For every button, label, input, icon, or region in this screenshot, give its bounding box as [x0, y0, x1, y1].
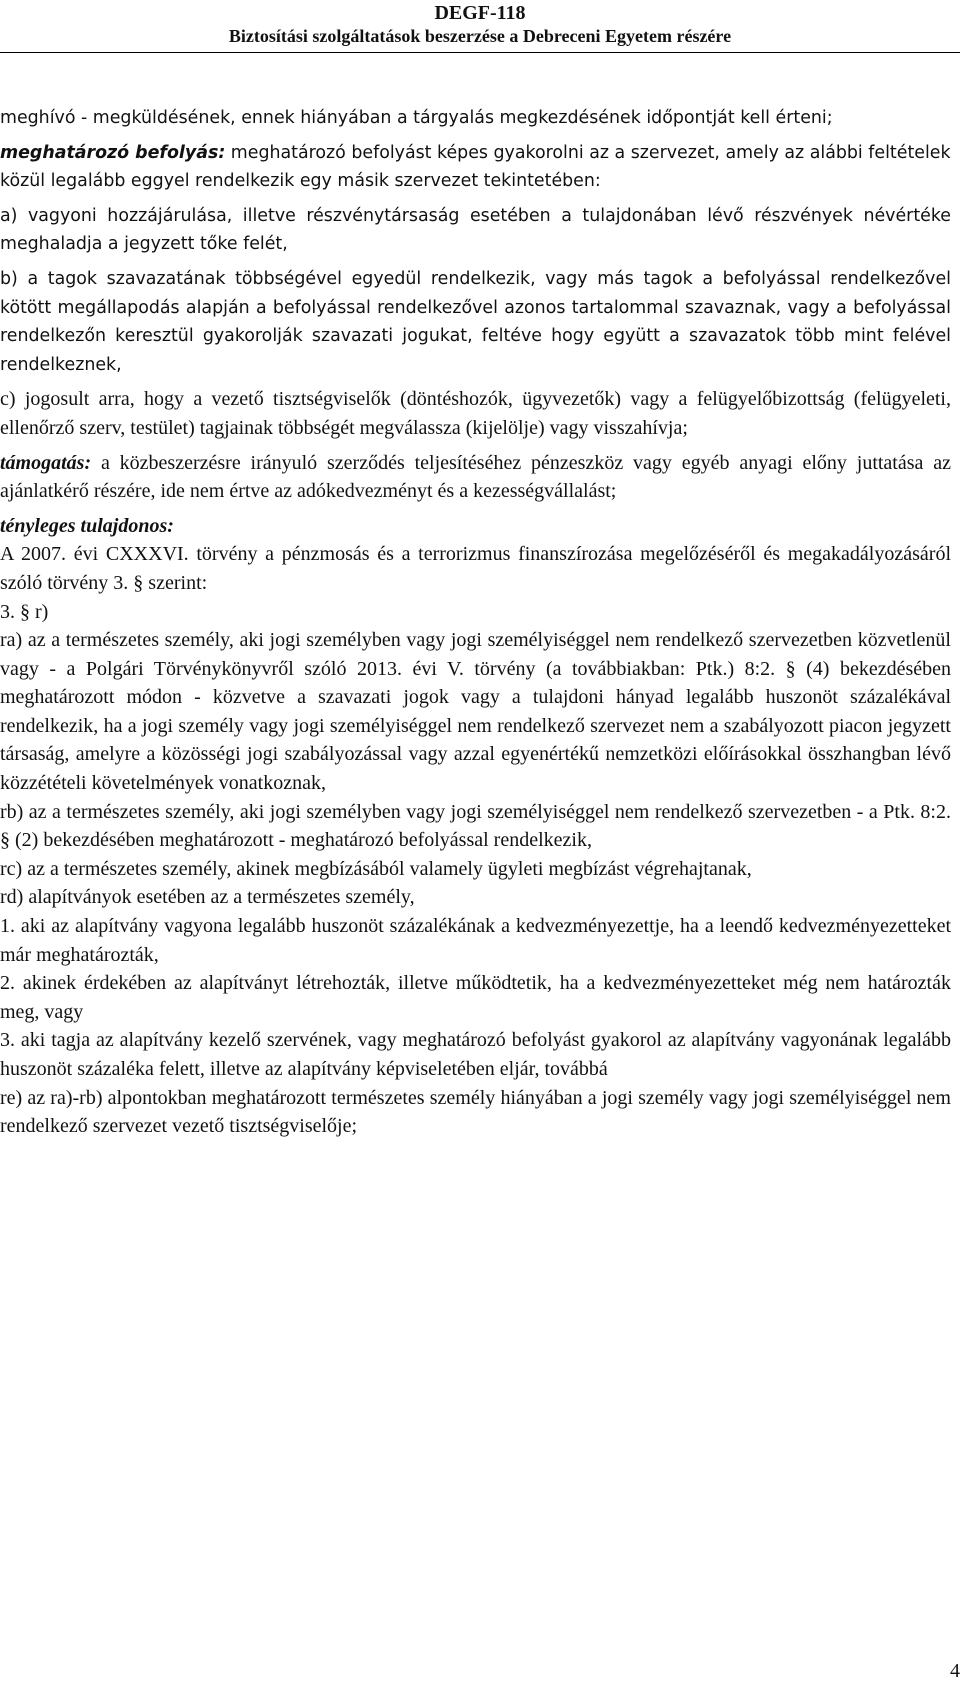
section-reference: 3. § r) — [0, 600, 49, 623]
list-item-a: a) vagyoni hozzájárulása, illetve részvénytársaság esetében a tulajdonában lévő részvények névértéke meghaladja a jegyzett tőke felét, — [0, 205, 951, 255]
point-rd: rd) alapítványok esetében az a természetes személy, — [0, 886, 415, 909]
list-item-b: b) a tagok szavazatának többségével egyedül rendelkezik, vagy más tagok a befolyással rendelkezővel kötött megállapodás alapján a befolyással rendelkezővel azonos tartalommal szavaznak, vagy a befolyással rendelkezőn keresztül gyakorolják szavazati jogukat, feltéve hogy együtt a szavazatok több mint felével rendelkeznek, — [0, 268, 951, 375]
point-rc: rc) az a természetes személy, akinek megbízásából valamely ügyleti megbízást végrehajtanak, — [0, 857, 752, 880]
list-item-c: c) jogosult arra, hogy a vezető tisztségviselők (döntéshozók, ügyvezetők) vagy a felügyelőbizottság (felügyeleti, ellenőrző szerv, testület) tagjainak többségét megválassza (kijelölje) vagy visszahívja; — [0, 388, 951, 439]
point-re: re) az ra)-rb) alpontokban meghatározott természetes személy hiányában a jogi személy vagy jogi személyiséggel nem rendelkező szervezet vezető tisztségviselője; — [0, 1086, 951, 1138]
definition-text: a közbeszerzésre irányuló szerződés teljesítéséhez pénzeszköz vagy egyéb anyagi előny juttatása az ajánlatkérő részére, ide nem értve az adókedvezményt és a kezességvállalást; — [0, 451, 951, 503]
document-body — [0, 104, 951, 1141]
definition-tamogatas — [0, 449, 951, 506]
law-reference: A 2007. évi CXXXVI. törvény a pénzmosás és a terrorizmus finanszírozása megelőzéséről és megakadályozásáról szóló törvény 3. § szerint: — [0, 543, 951, 594]
header-rule — [0, 52, 960, 53]
definition-text: meghatározó befolyást képes gyakorolni az a szervezet, amely az alábbi feltételek közül legalább eggyel rendelkezik egy másik szervezet tekintetében: — [0, 142, 951, 192]
point-rd-2: 2. akinek érdekében az alapítványt létrehozták, illetve működtetik, ha a kedvezményezetteket még nem határozták meg, vagy — [0, 972, 951, 1023]
definition-meghatarozo-befolyas — [0, 139, 951, 196]
term-tenyleges-tulajdonos: tényleges tulajdonos: — [0, 514, 174, 537]
term-tamogatas: támogatás: — [0, 451, 92, 474]
document-code: DEGF-118 — [434, 2, 526, 24]
paragraph-invitation: meghívó - megküldésének, ennek hiányában a tárgyalás megkezdésének időpontját kell érteni; — [0, 108, 833, 128]
point-rd-3: 3. aki tagja az alapítvány kezelő szervének, vagy meghatározó befolyást gyakorol az alapítvány vagyonának legalább huszonöt százaléka felett, illetve az alapítvány képviseletében eljár, továbbá — [0, 1029, 951, 1080]
term-meghatarozo-befolyas: meghatározó befolyás: — [0, 142, 226, 163]
point-rd-1: 1. aki az alapítvány vagyona legalább huszonöt százalékának a kedvezményezettje, ha a leendő kedvezményezetteket már meghatározták, — [0, 915, 951, 966]
document-title: Biztosítási szolgáltatások beszerzése a Debreceni Egyetem részére — [228, 26, 732, 46]
point-rb: rb) az a természetes személy, aki jogi személyben vagy jogi személyiséggel nem rendelkező szervezetben - a Ptk. 8:2. § (2) bekezdésében meghatározott - meghatározó befolyással rendelkezik, — [0, 800, 951, 852]
page-number: 4 — [950, 1660, 960, 1682]
page-header — [0, 0, 960, 47]
point-ra: ra) az a természetes személy, aki jogi személyben vagy jogi személyiséggel nem rendelkező szervezetben közvetlenül vagy - a Polgári Törvénykönyvről szóló 2013. évi V. törvény (a továbbiakban: Ptk.) 8:2. § (4) bekezdésében meghatározott módon - közvetve a szavazati jogok vagy a tulajdoni hányad legalább huszonöt százalékával rendelkezik, ha a jogi személy vagy jogi személyiséggel nem rendelkező szervezet nem a szabályozott piacon jegyzett társaság, amelyre a közösségi jogi szabályozással vagy azzal egyenértékű nemzetközi előírásokkal összhangban lévő közzétételi követelmények vonatkoznak, — [0, 629, 951, 795]
